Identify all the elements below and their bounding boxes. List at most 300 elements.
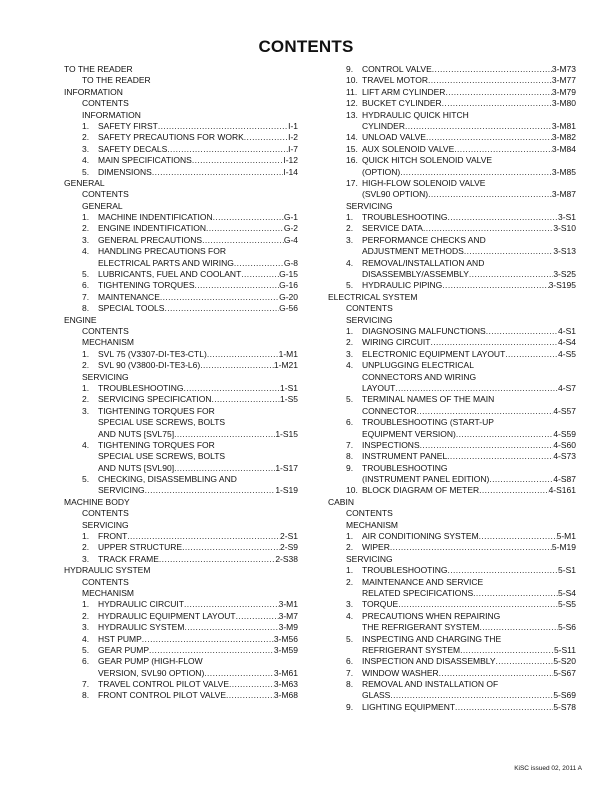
toc-entry-continuation bbox=[328, 269, 576, 280]
entry-number: 5. bbox=[82, 644, 90, 655]
heading-text: CABIN bbox=[328, 496, 354, 507]
leader-dots bbox=[428, 75, 552, 86]
entry-number: 2. bbox=[82, 223, 90, 234]
entry-number: 2. bbox=[82, 610, 90, 621]
entry-number: 3. bbox=[82, 622, 90, 633]
entry-number: 3. bbox=[346, 234, 354, 245]
leader-dots bbox=[456, 429, 553, 440]
toc-entry bbox=[64, 167, 298, 178]
entry-title: DIAGNOSING MALFUNCTIONS bbox=[362, 325, 486, 336]
entry-page-ref: 2-S9 bbox=[280, 542, 298, 553]
entry-page-ref: 5-S11 bbox=[553, 644, 576, 655]
entry-number: 5. bbox=[82, 474, 90, 485]
entry-page-ref: 5-M1 bbox=[556, 531, 576, 542]
leader-dots bbox=[473, 588, 558, 599]
toc-section-heading bbox=[64, 64, 298, 75]
toc-entry bbox=[64, 622, 298, 633]
toc-entry bbox=[64, 656, 298, 667]
entry-title: AUX SOLENOID VALVE bbox=[362, 143, 455, 154]
leader-dots bbox=[192, 155, 284, 166]
leader-dots bbox=[241, 269, 279, 280]
entry-page-ref: 5-S78 bbox=[553, 701, 576, 712]
entry-number: 1. bbox=[82, 382, 90, 393]
entry-title: WIRING CIRCUIT bbox=[362, 337, 431, 348]
entry-page-ref: 5-S20 bbox=[553, 656, 576, 667]
entry-page-ref: 5-S6 bbox=[558, 622, 576, 633]
leader-dots bbox=[200, 360, 274, 371]
toc-section-heading bbox=[64, 87, 298, 98]
leader-dots bbox=[213, 212, 284, 223]
entry-page-ref: 3-M9 bbox=[278, 622, 298, 633]
toc-entry bbox=[328, 668, 576, 679]
entry-page-ref: 1-M21 bbox=[273, 360, 298, 371]
leader-dots bbox=[142, 634, 274, 645]
toc-column-right bbox=[328, 64, 576, 713]
toc-entry bbox=[64, 383, 298, 394]
heading-text: SERVICING bbox=[346, 314, 393, 325]
entry-title: CYLINDER bbox=[362, 120, 405, 131]
entry-page-ref: I-2 bbox=[288, 132, 298, 143]
entry-title: SPECIAL USE SCREWS, BOLTS bbox=[98, 417, 226, 428]
entry-page-ref: 4-S7 bbox=[558, 382, 576, 393]
entry-title: SPECIAL USE SCREWS, BOLTS bbox=[98, 451, 226, 462]
entry-page-ref: 3-M73 bbox=[551, 64, 576, 74]
entry-title: BLOCK DIAGRAM OF METER bbox=[362, 485, 480, 496]
entry-number: 2. bbox=[82, 394, 90, 405]
entry-title: TROUBLESHOOTING (START-UP bbox=[362, 417, 494, 428]
toc-entry bbox=[328, 394, 576, 405]
entry-title: PRECAUTIONS WHEN REPAIRING bbox=[362, 610, 501, 621]
toc-entry bbox=[328, 417, 576, 428]
entry-title: LIGHTING EQUIPMENT bbox=[362, 701, 456, 712]
entry-number: 6. bbox=[82, 656, 90, 667]
entry-number: 3. bbox=[346, 348, 354, 359]
entry-title: AND NUTS [SVL90] bbox=[98, 462, 175, 473]
toc-entry bbox=[64, 223, 298, 234]
leader-dots bbox=[207, 349, 279, 360]
entry-page-ref: 4-S1 bbox=[558, 325, 576, 336]
entry-number: 9. bbox=[346, 701, 354, 712]
entry-number: 8. bbox=[82, 303, 90, 314]
leader-dots bbox=[496, 656, 554, 667]
leader-dots bbox=[159, 554, 275, 565]
leader-dots bbox=[398, 599, 558, 610]
heading-text: SERVICING bbox=[82, 519, 129, 530]
entry-page-ref: 1-S1 bbox=[280, 382, 298, 393]
leader-dots bbox=[469, 269, 553, 280]
entry-number: 8. bbox=[82, 690, 90, 701]
entry-number: 13. bbox=[346, 109, 358, 120]
entry-page-ref: G-16 bbox=[279, 280, 298, 291]
entry-title: MAINTENANCE bbox=[98, 291, 160, 302]
leader-dots bbox=[206, 223, 284, 234]
entry-title: SERVICE DATA bbox=[362, 223, 423, 234]
leader-dots bbox=[426, 132, 552, 143]
toc-entry bbox=[64, 349, 298, 360]
entry-title: EQUIPMENT VERSION) bbox=[362, 428, 456, 439]
toc-entry-continuation bbox=[64, 429, 298, 440]
entry-number: 2. bbox=[82, 360, 90, 371]
toc-entry bbox=[328, 155, 576, 166]
entry-number: 4. bbox=[346, 610, 354, 621]
entry-page-ref: 3-M80 bbox=[551, 98, 576, 109]
entry-page-ref: 1-M1 bbox=[278, 348, 298, 359]
entry-number: 11. bbox=[346, 86, 358, 97]
entry-page-ref: 3-M7 bbox=[278, 610, 298, 621]
entry-number: 6. bbox=[346, 417, 354, 428]
entry-title: TROUBLESHOOTING bbox=[362, 212, 448, 223]
entry-number: 6. bbox=[82, 280, 90, 291]
leader-dots bbox=[423, 223, 553, 234]
entry-number: 1. bbox=[82, 348, 90, 359]
toc-entry bbox=[64, 235, 298, 246]
toc-subheading bbox=[64, 372, 298, 383]
entry-page-ref: 3-M1 bbox=[278, 599, 298, 610]
toc-entry bbox=[328, 577, 576, 588]
entry-number: 5. bbox=[346, 394, 354, 405]
toc-subheading bbox=[64, 520, 298, 531]
leader-dots bbox=[439, 668, 554, 679]
toc-entry bbox=[64, 542, 298, 553]
leader-dots bbox=[158, 121, 288, 132]
leader-dots bbox=[174, 463, 275, 474]
entry-title: SERVICING SPECIFICATION bbox=[98, 394, 212, 405]
entry-number: 4. bbox=[82, 633, 90, 644]
leader-dots bbox=[447, 451, 553, 462]
entry-page-ref: 2-S1 bbox=[280, 531, 298, 542]
toc-entry bbox=[328, 326, 576, 337]
toc-entry bbox=[328, 702, 576, 713]
leader-dots bbox=[428, 189, 552, 200]
entry-number: 16. bbox=[346, 155, 358, 166]
entry-title: QUICK HITCH SOLENOID VALVE bbox=[362, 155, 493, 166]
toc-entry bbox=[328, 360, 576, 371]
toc-entry bbox=[64, 599, 298, 610]
entry-page-ref: 3-S1 bbox=[558, 212, 576, 223]
leader-dots bbox=[160, 292, 279, 303]
leader-dots bbox=[149, 645, 274, 656]
heading-text: SERVICING bbox=[346, 200, 393, 211]
toc-column-left bbox=[64, 64, 298, 702]
entry-number: 12. bbox=[346, 98, 358, 109]
toc-entry bbox=[64, 634, 298, 645]
toc-subheading bbox=[64, 201, 298, 212]
entry-page-ref: 3-S25 bbox=[553, 269, 576, 280]
toc-entry bbox=[328, 144, 576, 155]
entry-title: SAFETY DECALS bbox=[98, 143, 168, 154]
toc-section-heading bbox=[64, 497, 298, 508]
leader-dots bbox=[460, 645, 554, 656]
toc-entry bbox=[64, 679, 298, 690]
entry-title: SERVICING bbox=[98, 485, 145, 496]
entry-title: GEAR PUMP (HIGH-FLOW bbox=[98, 656, 203, 667]
leader-dots bbox=[244, 132, 288, 143]
toc-entry bbox=[328, 87, 576, 98]
entry-title: ENGINE INDENTIFICATION bbox=[98, 223, 206, 234]
entry-title: DISASSEMBLY/ASSEMBLY bbox=[362, 269, 469, 280]
toc-entry bbox=[328, 212, 576, 223]
entry-page-ref: 3-M82 bbox=[551, 132, 576, 143]
entry-title: FRONT CONTROL PILOT VALVE bbox=[98, 690, 226, 701]
toc-entry bbox=[64, 144, 298, 155]
entry-title: HANDLING PRECAUTIONS FOR bbox=[98, 246, 226, 257]
heading-text: ELECTRICAL SYSTEM bbox=[328, 291, 418, 302]
entry-title: SVL 75 (V3307-DI-TE3-CTL) bbox=[98, 348, 207, 359]
toc-entry-continuation bbox=[64, 668, 298, 679]
entry-page-ref: 3-M56 bbox=[273, 633, 298, 644]
toc-entry bbox=[328, 565, 576, 576]
leader-dots bbox=[454, 144, 552, 155]
entry-number: 3. bbox=[82, 553, 90, 564]
toc-entry-continuation bbox=[328, 406, 576, 417]
footer-issue-note: KiSC issued 02, 2011 A bbox=[514, 765, 582, 772]
entry-page-ref: 3-M85 bbox=[551, 166, 576, 177]
entry-number: 1. bbox=[82, 120, 90, 131]
leader-dots bbox=[152, 167, 284, 178]
entry-number: 2. bbox=[82, 132, 90, 143]
entry-page-ref: 4-S73 bbox=[553, 451, 576, 462]
leader-dots bbox=[184, 622, 278, 633]
leader-dots bbox=[505, 349, 558, 360]
entry-number: 3. bbox=[82, 234, 90, 245]
entry-title: HYDRAULIC EQUIPMENT LAYOUT bbox=[98, 610, 236, 621]
toc-subheading bbox=[64, 326, 298, 337]
entry-title: WIPER bbox=[362, 542, 390, 553]
toc-entry bbox=[64, 360, 298, 371]
entry-page-ref: G-2 bbox=[283, 223, 298, 234]
heading-text: TO THE READER bbox=[82, 75, 151, 86]
toc-entry bbox=[328, 258, 576, 269]
leader-dots bbox=[390, 542, 552, 553]
leader-dots bbox=[420, 440, 554, 451]
entry-title: HYDRAULIC QUICK HITCH bbox=[362, 109, 469, 120]
entry-title: LIFT ARM CYLINDER bbox=[362, 86, 446, 97]
toc-entry bbox=[328, 485, 576, 496]
toc-entry bbox=[64, 121, 298, 132]
entry-page-ref: 5-M19 bbox=[551, 542, 576, 553]
entry-number: 8. bbox=[346, 679, 354, 690]
toc-entry bbox=[328, 679, 576, 690]
toc-entry bbox=[328, 599, 576, 610]
entry-title: CONTROL VALVE bbox=[362, 64, 432, 74]
entry-page-ref: 4-S60 bbox=[553, 439, 576, 450]
toc-subheading bbox=[328, 201, 576, 212]
entry-title: (SVL90 OPTION) bbox=[362, 189, 429, 200]
entry-page-ref: 2-S38 bbox=[275, 553, 298, 564]
toc-entry bbox=[328, 64, 576, 75]
toc-entry-continuation bbox=[64, 485, 298, 496]
entry-page-ref: 4-S59 bbox=[553, 428, 576, 439]
leader-dots bbox=[430, 337, 558, 348]
entry-page-ref: 4-S57 bbox=[553, 405, 576, 416]
toc-entry bbox=[328, 337, 576, 348]
toc-entry bbox=[64, 280, 298, 291]
entry-page-ref: 3-S10 bbox=[553, 223, 576, 234]
toc-entry bbox=[328, 634, 576, 645]
entry-page-ref: G-56 bbox=[279, 303, 298, 314]
entry-title: GENERAL PRECAUTIONS bbox=[98, 234, 203, 245]
leader-dots bbox=[145, 485, 276, 496]
entry-page-ref: G-4 bbox=[283, 234, 298, 245]
entry-title: AND NUTS [SVL75] bbox=[98, 428, 175, 439]
toc-section-heading bbox=[64, 315, 298, 326]
heading-text: CONTENTS bbox=[82, 98, 129, 109]
entry-number: 6. bbox=[346, 656, 354, 667]
leader-dots bbox=[479, 485, 548, 496]
leader-dots bbox=[204, 668, 274, 679]
entry-number: 1. bbox=[346, 565, 354, 576]
toc-entry bbox=[328, 223, 576, 234]
entry-number: 5. bbox=[346, 280, 354, 291]
entry-page-ref: I-1 bbox=[288, 120, 298, 131]
leader-dots bbox=[417, 406, 554, 417]
entry-title: UPPER STRUCTURE bbox=[98, 542, 183, 553]
toc-entry-continuation bbox=[328, 429, 576, 440]
toc-entry bbox=[64, 474, 298, 485]
entry-page-ref: 3-M84 bbox=[551, 143, 576, 154]
entry-title: TRAVEL CONTROL PILOT VALVE bbox=[98, 679, 229, 690]
leader-dots bbox=[479, 622, 558, 633]
entry-title: (INSTRUMENT PANEL EDITION) bbox=[362, 474, 490, 485]
entry-number: 7. bbox=[82, 291, 90, 302]
entry-number: 2. bbox=[346, 337, 354, 348]
heading-text: HYDRAULIC SYSTEM bbox=[64, 565, 151, 576]
toc-section-heading bbox=[328, 292, 576, 303]
entry-number: 1. bbox=[82, 599, 90, 610]
entry-title: SVL 90 (V3800-DI-TE3-L6) bbox=[98, 360, 201, 371]
toc-entry bbox=[328, 349, 576, 360]
toc-entry bbox=[64, 155, 298, 166]
entry-title: LUBRICANTS, FUEL AND COOLANT bbox=[98, 269, 242, 280]
entry-title: INSPECTION AND DISASSEMBLY bbox=[362, 656, 496, 667]
heading-text: TO THE READER bbox=[64, 64, 133, 74]
toc-entry bbox=[64, 246, 298, 257]
entry-title: FRONT bbox=[98, 531, 128, 542]
entry-number: 3. bbox=[346, 599, 354, 610]
heading-text: CONTENTS bbox=[346, 303, 393, 314]
toc-entry-continuation bbox=[328, 167, 576, 178]
entry-page-ref: 5-S4 bbox=[558, 587, 576, 598]
entry-title: INSTRUMENT PANEL bbox=[362, 451, 448, 462]
heading-text: INFORMATION bbox=[82, 109, 141, 120]
entry-page-ref: 3-M81 bbox=[551, 120, 576, 131]
toc-entry bbox=[64, 406, 298, 417]
entry-number: 2. bbox=[82, 542, 90, 553]
entry-title: ELECTRONIC EQUIPMENT LAYOUT bbox=[362, 348, 506, 359]
entry-page-ref: 5-S69 bbox=[553, 690, 576, 701]
entry-title: HYDRAULIC CIRCUIT bbox=[98, 599, 184, 610]
entry-page-ref: G-1 bbox=[283, 212, 298, 223]
leader-dots bbox=[455, 702, 553, 713]
toc-entry bbox=[328, 235, 576, 246]
entry-page-ref: I-12 bbox=[283, 155, 298, 166]
heading-text: SERVICING bbox=[82, 371, 129, 382]
toc-entry bbox=[64, 645, 298, 656]
toc-entry-continuation bbox=[328, 121, 576, 132]
entry-title: REMOVAL/INSTALLATION AND bbox=[362, 257, 485, 268]
entry-title: RELATED SPECIFICATIONS bbox=[362, 587, 474, 598]
toc-subheading bbox=[328, 315, 576, 326]
entry-title: MACHINE INDENTIFICATION bbox=[98, 212, 213, 223]
entry-number: 7. bbox=[346, 667, 354, 678]
entry-title: WINDOW WASHER bbox=[362, 667, 439, 678]
entry-title: REFRIGERANT SYSTEM bbox=[362, 644, 461, 655]
toc-entry-continuation bbox=[328, 246, 576, 257]
toc-entry-continuation bbox=[328, 372, 576, 383]
heading-text: MACHINE BODY bbox=[64, 496, 130, 507]
entry-title: TRACK FRAME bbox=[98, 553, 159, 564]
toc-entry bbox=[64, 212, 298, 223]
entry-title: UNLOAD VALVE bbox=[362, 132, 426, 143]
entry-number: 7. bbox=[82, 679, 90, 690]
heading-text: CONTENTS bbox=[82, 508, 129, 519]
entry-number: 4. bbox=[82, 439, 90, 450]
leader-dots bbox=[489, 474, 553, 485]
heading-text: CONTENTS bbox=[82, 325, 129, 336]
leader-dots bbox=[202, 235, 284, 246]
entry-title: THE REFRIGERANT SYSTEM bbox=[362, 622, 480, 633]
toc-entry bbox=[328, 98, 576, 109]
entry-title: GEAR PUMP bbox=[98, 644, 150, 655]
toc-entry bbox=[328, 440, 576, 451]
toc-entry bbox=[64, 531, 298, 542]
entry-title: DIMENSIONS bbox=[98, 166, 152, 177]
toc-entry-continuation bbox=[64, 417, 298, 428]
entry-number: 8. bbox=[346, 451, 354, 462]
entry-number: 15. bbox=[346, 143, 358, 154]
entry-page-ref: 3-M87 bbox=[551, 189, 576, 200]
toc-entry bbox=[328, 178, 576, 189]
entry-title: HYDRAULIC PIPING bbox=[362, 280, 443, 291]
entry-title: SPECIAL TOOLS bbox=[98, 303, 165, 314]
toc-entry bbox=[64, 394, 298, 405]
toc-entry bbox=[64, 132, 298, 143]
entry-page-ref: I-7 bbox=[288, 143, 298, 154]
toc-entry bbox=[328, 656, 576, 667]
entry-title: INSPECTIONS bbox=[362, 439, 420, 450]
toc-entry-continuation bbox=[328, 189, 576, 200]
entry-title: SAFETY FIRST bbox=[98, 120, 158, 131]
entry-title: ELECTRICAL PARTS AND WIRING bbox=[98, 257, 234, 268]
entry-number: 1. bbox=[346, 325, 354, 336]
entry-page-ref: 3-M61 bbox=[273, 667, 298, 678]
page-title: CONTENTS bbox=[258, 37, 354, 56]
leader-dots bbox=[174, 429, 275, 440]
leader-dots bbox=[400, 167, 552, 178]
entry-title: CONNECTOR bbox=[362, 405, 417, 416]
leader-dots bbox=[195, 280, 280, 291]
entry-page-ref: 3-M79 bbox=[551, 86, 576, 97]
heading-text: CONTENTS bbox=[346, 508, 393, 519]
entry-title: TIGHTENING TORQUES FOR bbox=[98, 439, 215, 450]
entry-title: UNPLUGGING ELECTRICAL bbox=[362, 360, 474, 371]
entry-title: GLASS bbox=[362, 690, 391, 701]
entry-number: 4. bbox=[346, 360, 354, 371]
entry-title: AIR CONDITIONING SYSTEM bbox=[362, 531, 479, 542]
toc-subheading bbox=[64, 98, 298, 109]
entry-page-ref: 4-S161 bbox=[548, 485, 576, 496]
toc-entry-continuation bbox=[328, 645, 576, 656]
entry-title: MAINTENANCE AND SERVICE bbox=[362, 576, 484, 587]
toc-subheading bbox=[64, 577, 298, 588]
toc-entry-continuation bbox=[328, 474, 576, 485]
toc-subheading bbox=[64, 75, 298, 86]
entry-number: 4. bbox=[82, 246, 90, 257]
entry-number: 17. bbox=[346, 177, 358, 188]
toc-entry-continuation bbox=[64, 258, 298, 269]
entry-page-ref: I-14 bbox=[283, 166, 298, 177]
toc-entry bbox=[64, 690, 298, 701]
